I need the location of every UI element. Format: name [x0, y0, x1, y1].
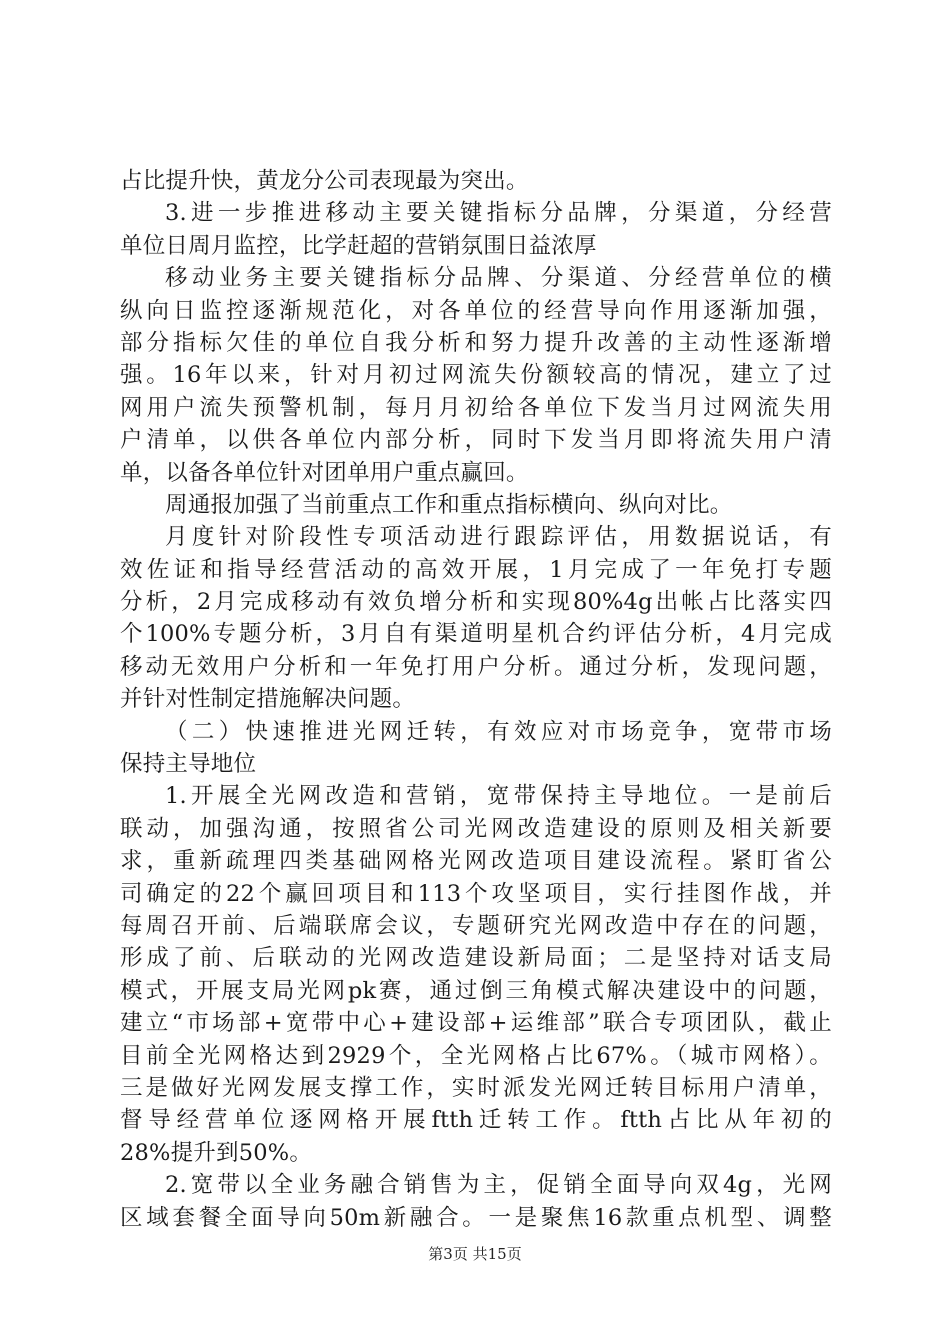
text-line: 占比提升快，黄龙分公司表现最为突出。 — [120, 168, 529, 194]
text-line: 网用户流失预警机制，每月月初给各单位下发当月过网流失用 — [120, 394, 832, 421]
text-line: 强。16年以来，针对月初过网流失份额较高的情况，建立了过 — [120, 362, 832, 389]
text-line: 部分指标欠佳的单位自我分析和努力提升改善的主动性逐渐增 — [120, 329, 832, 356]
text-line: 3.进一步推进移动主要关键指标分品牌，分渠道，分经营 — [165, 200, 832, 227]
text-line: 求，重新疏理四类基础网格光网改造项目建设流程。紧盯省公 — [120, 848, 832, 875]
text-line: 形成了前、后联动的光网改造建设新局面；二是坚持对话支局 — [120, 945, 832, 972]
text-line: 28%提升到50%。 — [120, 1139, 313, 1166]
text-line: 区域套餐全面导向50m新融合。一是聚焦16款重点机型、调整 — [120, 1204, 832, 1231]
text-line: （二）快速推进光网迁转，有效应对市场竞争，宽带市场 — [165, 718, 832, 745]
text-line: 督导经营单位逐网格开展ftth迁转工作。ftth占比从年初的 — [120, 1107, 832, 1134]
text-line: 司确定的22个赢回项目和113个攻坚项目，实行挂图作战，并 — [120, 880, 832, 907]
text-line: 保持主导地位 — [120, 751, 257, 778]
text-line: 联动，加强沟通，按照省公司光网改造建设的原则及相关新要 — [120, 815, 832, 842]
text-line: 2.宽带以全业务融合销售为主，促销全面导向双4g，光网 — [165, 1172, 832, 1199]
text-line: 目前全光网格达到2929个，全光网格占比67%。（城市网格）。 — [120, 1042, 832, 1069]
text-line: 分析，2月完成移动有效负增分析和实现80%4g出帐占比落实四 — [120, 589, 832, 616]
text-line: 单，以备各单位针对团单用户重点赢回。 — [120, 459, 529, 486]
text-line: 月度针对阶段性专项活动进行跟踪评估，用数据说话，有 — [165, 524, 832, 551]
text-line: 三是做好光网发展支撑工作，实时派发光网迁转目标用户清单， — [120, 1074, 832, 1101]
text-line: 效佐证和指导经营活动的高效开展，1月完成了一年免打专题 — [120, 556, 832, 583]
text-line: 1.开展全光网改造和营销，宽带保持主导地位。一是前后 — [165, 783, 832, 810]
text-line: 单位日周月监控，比学赶超的营销氛围日益浓厚 — [120, 232, 597, 259]
text-line: 个100%专题分析，3月自有渠道明星机合约评估分析，4月完成 — [120, 621, 832, 648]
text-line: 周通报加强了当前重点工作和重点指标横向、纵向对比。 — [165, 491, 733, 518]
text-line: 移动无效用户分析和一年免打用户分析。通过分析，发现问题， — [120, 653, 832, 680]
text-line: 每周召开前、后端联席会议，专题研究光网改造中存在的问题， — [120, 912, 832, 939]
text-line: 建立“市场部+宽带中心+建设部+运维部”联合专项团队，截止 — [120, 1010, 832, 1037]
text-line: 户清单，以供各单位内部分析，同时下发当月即将流失用户清 — [120, 427, 832, 454]
text-line: 纵向日监控逐渐规范化，对各单位的经营导向作用逐渐加强， — [120, 297, 832, 324]
document-body — [120, 165, 832, 1234]
page-footer: 第3页 共15页 — [428, 1245, 522, 1263]
text-line: 模式，开展支局光网pk赛，通过倒三角模式解决建设中的问题， — [120, 977, 832, 1004]
text-line: 并针对性制定措施解决问题。 — [120, 686, 416, 713]
text-line: 移动业务主要关键指标分品牌、分渠道、分经营单位的横 — [165, 265, 832, 292]
